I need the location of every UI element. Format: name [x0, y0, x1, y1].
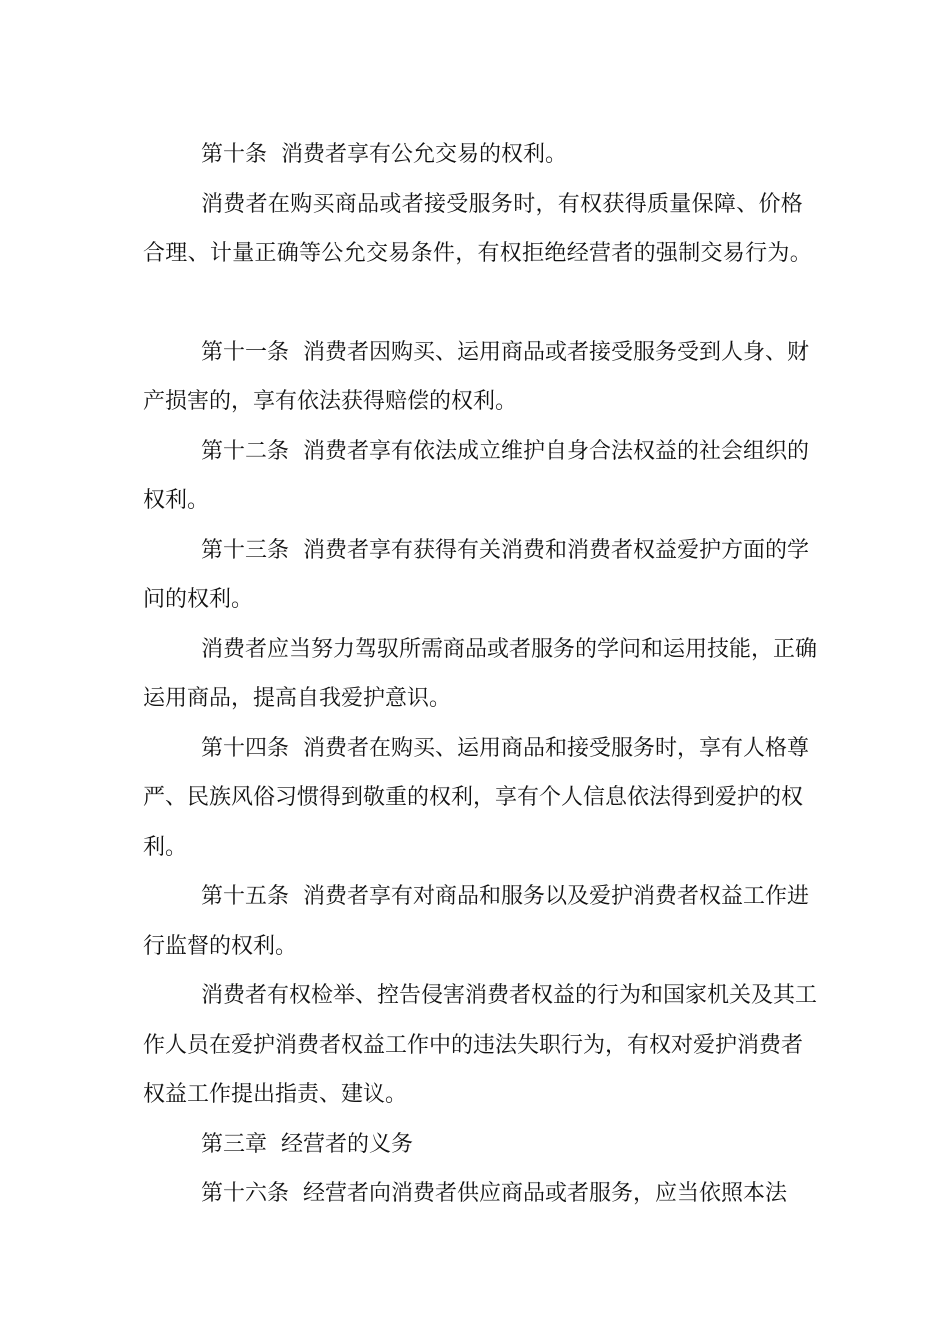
article-14-paragraph: 第十四条 消费者在购买、运用商品和接受服务时，享有人格尊严、民族风俗习惯得到敬重的权利，享有个人信息依法得到爱护的权利。 [143, 735, 809, 860]
document-body [143, 130, 823, 1219]
article-10-paragraph: 消费者在购买商品或者接受服务时，有权获得质量保障、价格合理、计量正确等公允交易条件，有权拒绝经营者的强制交易行为。 [143, 191, 813, 266]
blank-line [143, 279, 823, 328]
article-13-paragraph-2: 消费者应当努力驾驭所需商品或者服务的学问和运用技能，正确运用商品，提高自我爱护意识。 [143, 636, 818, 711]
article-11-paragraph: 第十一条 消费者因购买、运用商品或者接受服务受到人身、财产损害的，享有依法获得赔偿的权利。 [143, 339, 809, 414]
article-10-heading: 第十条 消费者享有公允交易的权利。 [201, 142, 567, 167]
article-16-paragraph: 第十六条 经营者向消费者供应商品或者服务，应当依照本法 [201, 1181, 787, 1206]
chapter-3-heading: 第三章 经营者的义务 [201, 1131, 413, 1157]
article-15-paragraph: 第十五条 消费者享有对商品和服务以及爱护消费者权益工作进行监督的权利。 [143, 884, 809, 959]
article-13-paragraph: 第十三条 消费者享有获得有关消费和消费者权益爱护方面的学问的权利。 [143, 537, 809, 612]
article-15-paragraph-2: 消费者有权检举、控告侵害消费者权益的行为和国家机关及其工作人员在爱护消费者权益工作中的违法失职行为，有权对爱护消费者权益工作提出指责、建议。 [143, 983, 818, 1107]
article-12-paragraph: 第十二条 消费者享有依法成立维护自身合法权益的社会组织的权利。 [143, 438, 809, 513]
